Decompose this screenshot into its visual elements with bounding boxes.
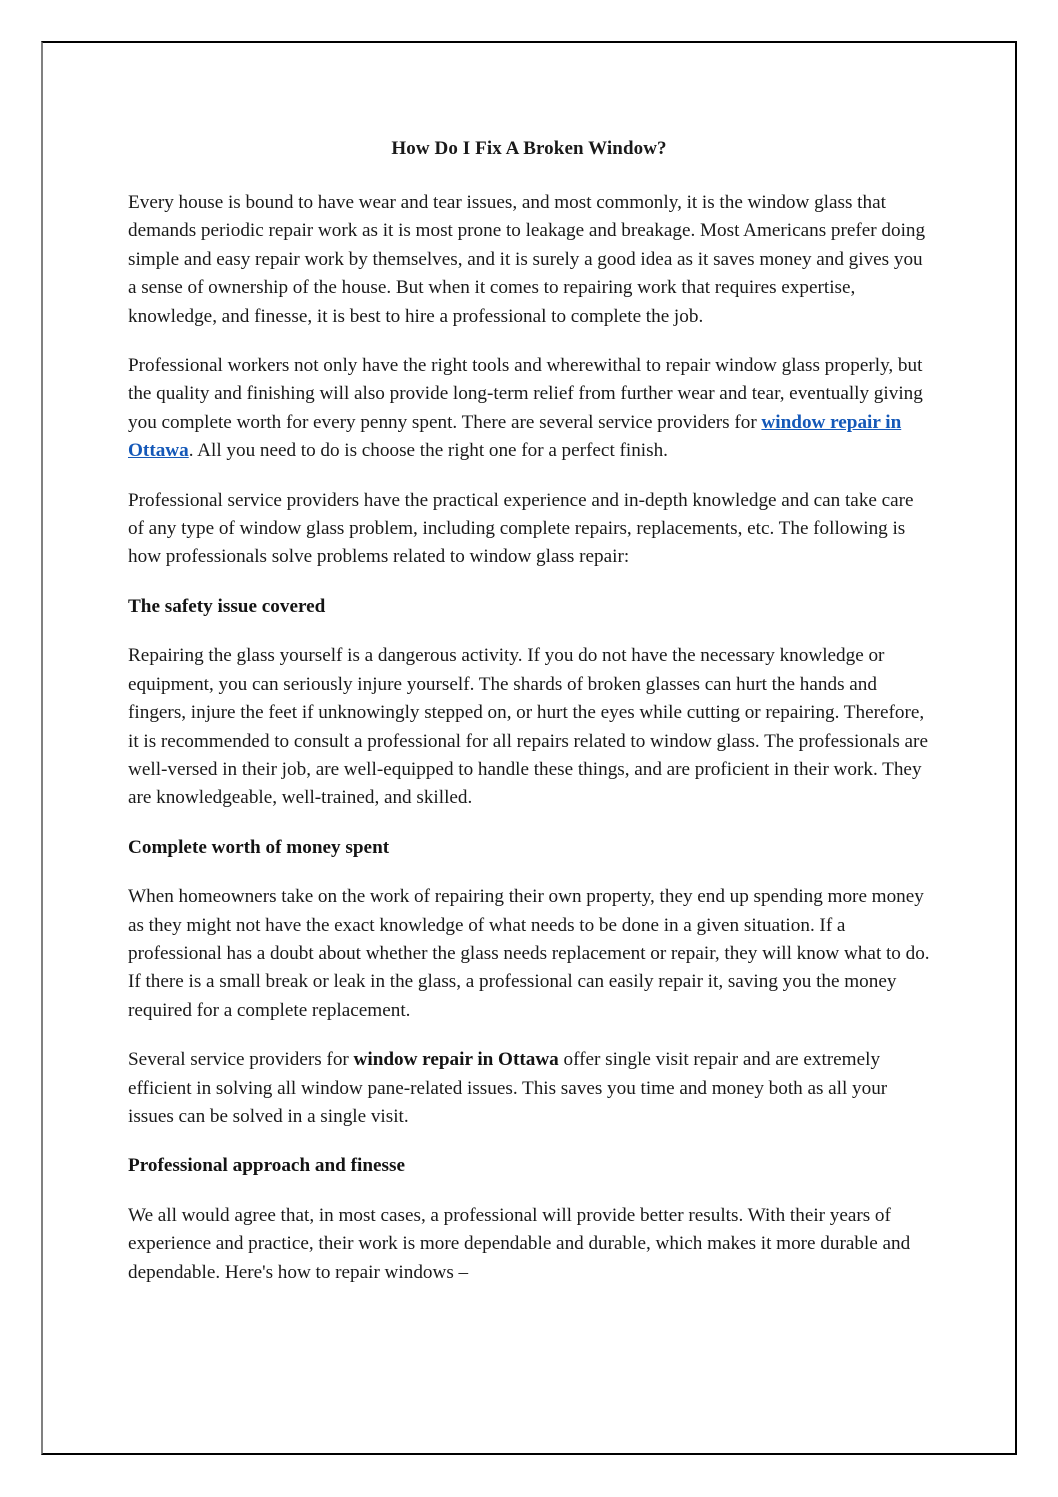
paragraph-text-before-link: Professional workers not only have the right tools and wherewithal to repair window glass properly, but the quality and finishing will also provide long-term relief from further wear and tear, eventually giving you complete worth for every penny spent. There are several service providers for: [128, 355, 923, 433]
heading-safety-issue-covered: The safety issue covered: [128, 595, 326, 617]
heading-professional-approach-and-finesse: Professional approach and finesse: [128, 1155, 406, 1177]
paragraph-safety-issue: Repairing the glass yourself is a dangerous activity. If you do not have the necessary knowledge or equipment, you can seriously injure yourself. The shards of broken glasses can hurt the hands and fingers, injure the feet if unknowingly stepped on, or hurt the eyes while cutting or repairing. Therefore, it is recommended to consult a professional for all repairs related to window glass. The professionals are well-versed in their job, are well-equipped to handle these things, and are proficient in their work. They are knowledgeable, well-trained, and skilled.: [128, 645, 928, 809]
paragraph-money-worth: When homeowners take on the work of repairing their own property, they end up spending more money as they might not have the exact knowledge of what needs to be done in a given situation. If a professional has a doubt about whether the glass needs replacement or repair, they will know what to do. If there is a small break or leak in the glass, a professional can easily repair it, saving you the money required for a complete replacement.: [128, 886, 930, 1021]
title-spacer: [128, 163, 930, 189]
heading-complete-worth-of-money-spent: Complete worth of money spent: [128, 836, 390, 858]
paragraph-text-after-bold: offer single visit repair and are extremely efficient in solving all window pane-related issues. This saves you time and money both as all your issues can be solved in a single visit.: [128, 1049, 888, 1127]
paragraph-professional-workers: [128, 352, 930, 466]
paragraph-intro: Every house is bound to have wear and tear issues, and most commonly, it is the window glass that demands periodic repair work as it is most prone to leakage and breakage. Most Americans prefer doing simple and easy repair work by themselves, and it is surely a good idea as it saves money and gives you a sense of ownership of the house. But when it comes to repairing work that requires expertise, knowledge, and finesse, it is best to hire a professional to complete the job.: [128, 192, 926, 327]
page-title: How Do I Fix A Broken Window?: [391, 138, 667, 159]
document-body: [128, 43, 930, 1308]
document-page-frame: [41, 41, 1017, 1455]
paragraph-professional-results: We all would agree that, in most cases, a professional will provide better results. With their years of experience and practice, their work is more dependable and durable, which makes it more durable and dependable. Here's how to repair windows –: [128, 1204, 911, 1283]
paragraph-text-after-link: . All you need to do is choose the right one for a perfect finish.: [188, 440, 668, 462]
window-repair-ottawa-bold: window repair in Ottawa: [353, 1049, 559, 1071]
paragraph-single-visit-repair: [128, 1046, 930, 1131]
window-repair-ottawa-link[interactable]: window repair in Ottawa: [128, 411, 902, 462]
top-spacer: [128, 43, 930, 135]
paragraph-text-before-bold: Several service providers for: [128, 1049, 354, 1071]
paragraph-service-providers: Professional service providers have the practical experience and in-depth knowledge and can take care of any type of window glass problem, including complete repairs, replacements, etc. The following is how professionals solve problems related to window glass repair:: [128, 489, 914, 568]
